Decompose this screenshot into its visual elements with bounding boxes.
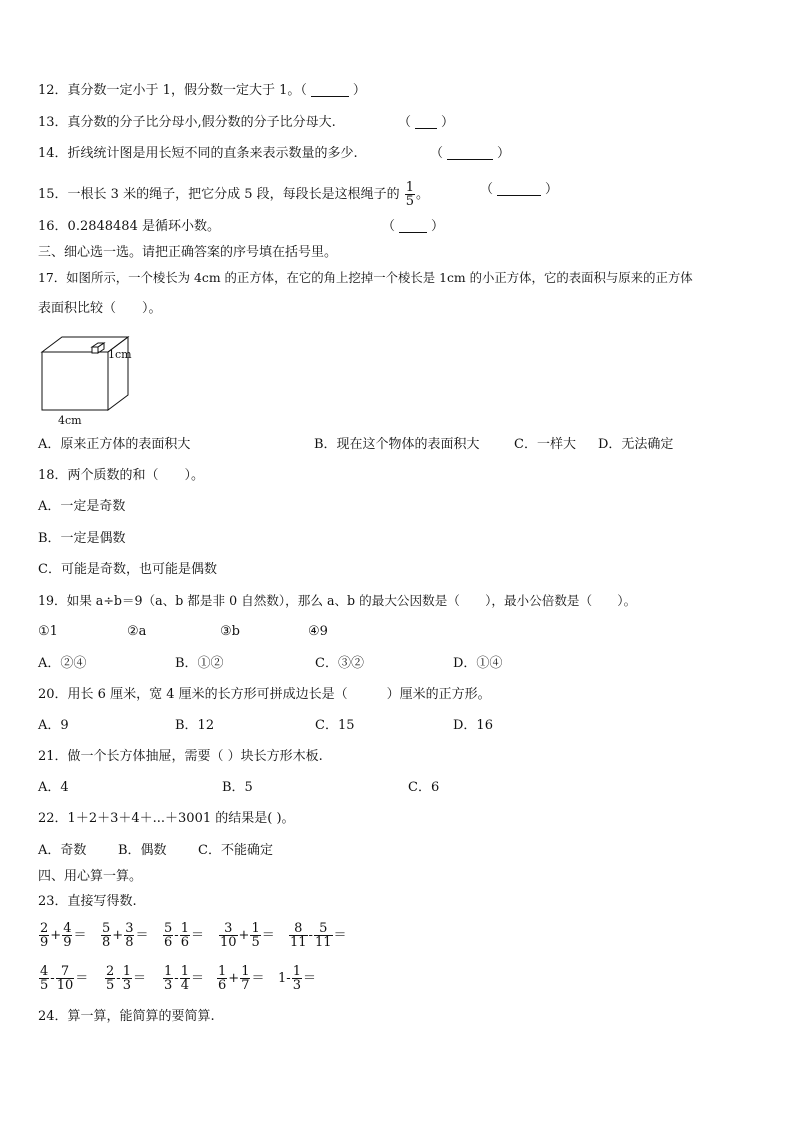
- q20-option-b[interactable]: B．12: [175, 718, 215, 733]
- q19-option-b[interactable]: B．①②: [175, 656, 224, 671]
- question-21: 21．做一个长方体抽屉，需要（ ）块长方形木板.: [38, 749, 323, 764]
- calc-7: $\frac{2}{5}$ - $\frac{1}{3}$ ＝: [106, 964, 146, 993]
- question-13: [38, 114, 336, 132]
- question-14-text: 14．折线统计图是用长短不同的直条来表示数量的多少.: [38, 146, 358, 161]
- q22-option-a[interactable]: A．奇数: [38, 843, 87, 858]
- calc-5: $\frac{8}{11}$ - $\frac{5}{11}$ ＝: [290, 921, 347, 950]
- answer-bracket-16: （ ）: [382, 219, 445, 234]
- q19-option-c[interactable]: C．③②: [315, 656, 364, 671]
- question-23: 23．直接写得数.: [38, 894, 137, 909]
- q21-option-c[interactable]: C．6: [408, 780, 440, 795]
- q17-option-b[interactable]: B．现在这个物体的表面积大: [314, 437, 480, 452]
- question-12: 12．真分数一定小于 1，假分数一定大于 1。（ ）: [38, 83, 366, 98]
- question-15-text: 15．一根长 3 米的绳子，把它分成 5 段，每段长是这根绳子的: [38, 187, 400, 202]
- question-24: 24．算一算，能简算的要简算.: [38, 1009, 215, 1024]
- section-3-heading: 三、细心选一选。请把正确答案的序号填在括号里。: [38, 245, 338, 260]
- question-19: 19．如果 a÷b＝9（a、b 都是非 0 自然数），那么 a、b 的最大公因数是（ ），最小公倍数是（ ）。: [38, 593, 637, 608]
- question-17-line-1: 17．如图所示，一个棱长为 4cm 的正方体，在它的角上挖掉一个棱长是 1cm 的小正方体，它的表面积与原来的正方体: [38, 270, 693, 285]
- question-17-line-2: 表面积比较（ ）。: [38, 301, 162, 316]
- q21-option-a[interactable]: A．4: [38, 780, 69, 795]
- q19-choice-4: ④9: [308, 624, 328, 639]
- q17-option-d[interactable]: D．无法确定: [598, 437, 674, 452]
- answer-blank-14[interactable]: [443, 145, 497, 163]
- calc-3: $\frac{5}{6}$ - $\frac{1}{6}$ ＝: [164, 921, 204, 950]
- fraction-one-fifth: $\frac{1}{5}$: [405, 180, 415, 209]
- answer-blank-16[interactable]: [395, 218, 431, 236]
- question-16: [38, 218, 220, 236]
- calc-9: $\frac{1}{6}$ + $\frac{1}{7}$ ＝: [218, 964, 265, 993]
- answer-bracket-14: （ ）: [430, 146, 511, 161]
- q18-option-a[interactable]: A．一定是奇数: [38, 499, 126, 514]
- answer-blank-12[interactable]: [307, 82, 353, 100]
- q18-option-c[interactable]: C．可能是奇数，也可能是偶数: [38, 562, 217, 577]
- question-15: 15．一根长 3 米的绳子，把它分成 5 段，每段长是这根绳子的 $\frac{1}{5}$ 。: [38, 180, 430, 209]
- cube-big-edge-label: 4cm: [58, 414, 82, 427]
- question-16-text: 16．0.2848484 是循环小数。: [38, 219, 220, 234]
- answer-bracket-13: （ ）: [398, 115, 455, 130]
- q19-choice-1: ①1: [38, 624, 58, 639]
- question-12-text: 12．真分数一定小于 1，假分数一定大于 1。（: [38, 83, 307, 98]
- answer-blank-15[interactable]: [493, 181, 545, 199]
- q17-option-c[interactable]: C．一样大: [514, 437, 576, 452]
- question-20: 20．用长 6 厘米，宽 4 厘米的长方形可拼成边长是（ ）厘米的正方形。: [38, 687, 491, 702]
- answer-bracket-15: （ ）: [480, 182, 559, 197]
- calc-1: $\frac{2}{9}$ + $\frac{4}{9}$ ＝: [40, 921, 87, 950]
- q20-option-c[interactable]: C．15: [315, 718, 355, 733]
- q19-option-a[interactable]: A．②④: [38, 656, 87, 671]
- calc-10: 1- $\frac{1}{3}$ ＝: [278, 964, 316, 993]
- q21-option-b[interactable]: B．5: [222, 780, 253, 795]
- q20-option-d[interactable]: D．16: [453, 718, 493, 733]
- q20-option-a[interactable]: A．9: [38, 718, 69, 733]
- q17-option-a[interactable]: A．原来正方体的表面积大: [38, 437, 191, 452]
- question-13-text: 13．真分数的分子比分母小,假分数的分子比分母大.: [38, 115, 336, 130]
- cube-small-edge-label: 1cm: [108, 348, 132, 361]
- calc-4: $\frac{3}{10}$ + $\frac{1}{5}$ ＝: [220, 921, 275, 950]
- q19-choice-3: ③b: [220, 624, 240, 639]
- q19-option-d[interactable]: D．①④: [453, 656, 503, 671]
- question-18: 18．两个质数的和（ ）。: [38, 468, 205, 483]
- q18-option-b[interactable]: B．一定是偶数: [38, 531, 126, 546]
- calc-2: $\frac{5}{8}$ + $\frac{3}{8}$ ＝: [102, 921, 149, 950]
- q22-option-b[interactable]: B．偶数: [118, 843, 167, 858]
- cube-figure: [36, 332, 136, 428]
- section-4-heading: 四、用心算一算。: [38, 869, 143, 884]
- calc-8: $\frac{1}{3}$ - $\frac{1}{4}$ ＝: [164, 964, 204, 993]
- question-22: 22．1＋2＋3＋4＋...＋3001 的结果是( )。: [38, 811, 295, 826]
- q22-option-c[interactable]: C．不能确定: [198, 843, 273, 858]
- question-14: [38, 145, 358, 163]
- calc-6: $\frac{4}{5}$ - $\frac{7}{10}$ ＝: [40, 964, 89, 993]
- answer-blank-13[interactable]: [411, 114, 441, 132]
- q19-choice-2: ②a: [127, 624, 147, 639]
